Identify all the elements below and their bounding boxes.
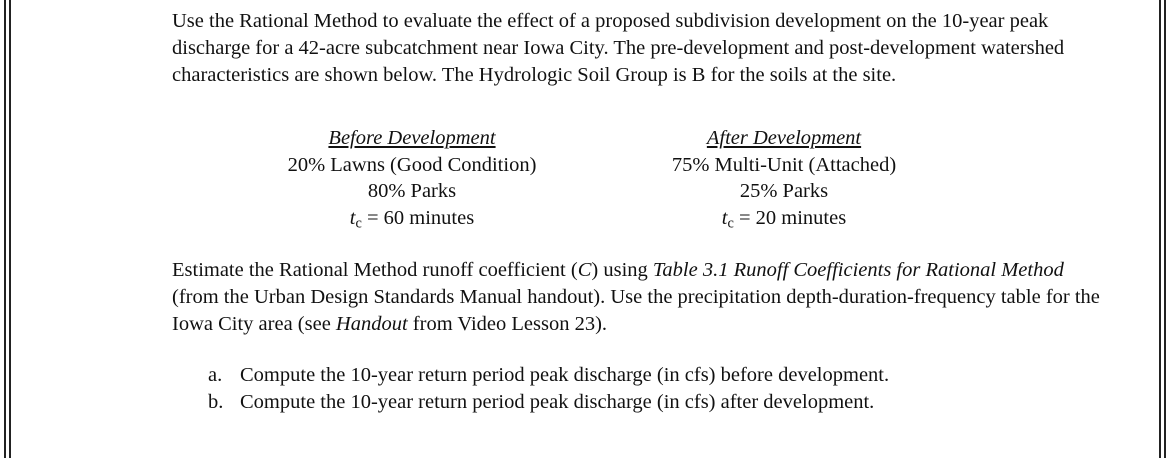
intro-paragraph: Use the Rational Method to evaluate the effect of a proposed subdivision development on the 10-year peak discharge for a 42-acre subcatchment near Iowa City. The pre-development and post-development watershed characteristics are shown below. The Hydrologic Soil Group is B for the soils at the site. <box>172 10 1065 86</box>
left-border-inner <box>9 0 11 458</box>
instructions-paragraph <box>172 257 1112 338</box>
task-item-b <box>172 389 1112 416</box>
c-symbol: C <box>577 259 592 281</box>
handout-reference: Handout <box>335 313 408 335</box>
after-landuse-multiunit: 75% Multi-Unit (Attached) <box>671 153 897 176</box>
tc-symbol: t <box>349 206 356 229</box>
development-comparison <box>172 125 1112 235</box>
task-marker: b. <box>208 391 224 413</box>
before-development-column <box>244 125 580 237</box>
before-tc <box>244 205 580 237</box>
after-tc <box>606 205 962 237</box>
before-development-header: Before Development <box>328 127 496 149</box>
tc-symbol: t <box>721 206 728 229</box>
after-development-header: After Development <box>706 127 862 149</box>
tc-subscript: c <box>355 215 362 232</box>
before-tc-value: = 60 minutes <box>361 206 475 229</box>
task-list <box>172 362 1112 416</box>
right-border-inner <box>1159 0 1161 458</box>
right-border-outer <box>1164 0 1166 458</box>
tc-subscript: c <box>727 215 734 232</box>
left-border-outer <box>4 0 6 458</box>
before-landuse-lawns: 20% Lawns (Good Condition) <box>287 153 537 176</box>
instructions-text-2: ) using <box>591 259 653 281</box>
after-tc-value: = 20 minutes <box>733 206 847 229</box>
before-landuse-parks: 80% Parks <box>367 180 457 202</box>
instructions-text-4: from Video Lesson 23). <box>407 313 608 335</box>
task-text: Compute the 10-year return period peak discharge (in cfs) after development. <box>240 391 875 413</box>
task-marker: a. <box>208 364 223 386</box>
after-landuse-parks: 25% Parks <box>739 180 829 202</box>
problem-statement <box>172 8 1112 416</box>
after-development-column <box>606 125 962 237</box>
instructions-text-3: (from the Urban Design Standards Manual handout). Use the precipitation depth-duration-frequency table for the Iowa City area (see <box>172 286 1100 335</box>
table-reference: Table 3.1 Runoff Coefficients for Rational Method <box>652 259 1064 281</box>
task-text: Compute the 10-year return period peak discharge (in cfs) before development. <box>240 364 890 386</box>
task-item-a <box>172 362 1112 389</box>
instructions-text-1: Estimate the Rational Method runoff coefficient ( <box>172 259 578 281</box>
